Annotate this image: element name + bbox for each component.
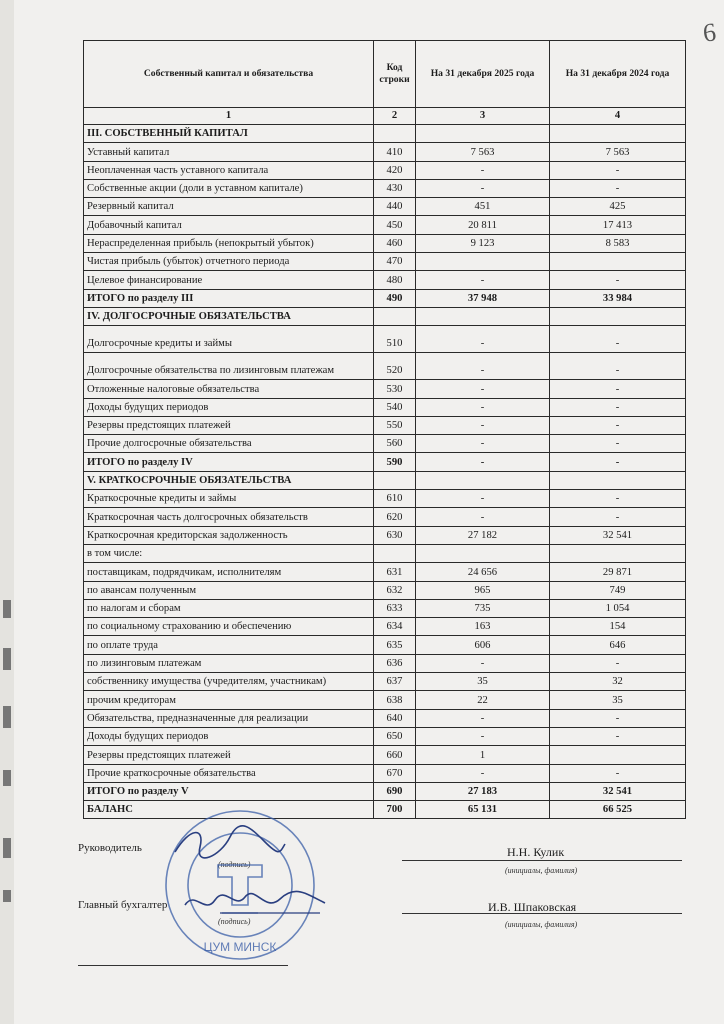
row-value-2025: - (416, 416, 550, 434)
row-code: 635 (374, 636, 416, 654)
table-row (84, 490, 686, 508)
binding-mark (3, 838, 11, 858)
row-value-2024: 1 054 (550, 599, 686, 617)
binding-mark (3, 706, 11, 728)
row-label: IV. ДОЛГОСРОЧНЫЕ ОБЯЗАТЕЛЬСТВА (84, 307, 374, 325)
table-row (84, 307, 686, 325)
table-row (84, 599, 686, 617)
row-value-2025 (416, 544, 550, 562)
row-value-2024 (550, 746, 686, 764)
row-code: 650 (374, 727, 416, 745)
table-row (84, 416, 686, 434)
row-label: Чистая прибыль (убыток) отчетного периода (84, 253, 374, 271)
row-value-2025: 735 (416, 599, 550, 617)
row-value-2025: - (416, 727, 550, 745)
row-value-2024: - (550, 453, 686, 471)
row-value-2025: - (416, 353, 550, 380)
row-value-2024: 425 (550, 198, 686, 216)
row-value-2025: - (416, 764, 550, 782)
row-value-2025: 7 563 (416, 143, 550, 161)
row-code: 630 (374, 526, 416, 544)
row-label: Неоплаченная часть уставного капитала (84, 161, 374, 179)
row-value-2024: 8 583 (550, 234, 686, 252)
table-row (84, 289, 686, 307)
row-value-2024: 17 413 (550, 216, 686, 234)
row-code: 590 (374, 453, 416, 471)
table-row (84, 398, 686, 416)
row-code: 530 (374, 380, 416, 398)
row-value-2024: - (550, 416, 686, 434)
row-value-2025: 27 182 (416, 526, 550, 544)
row-value-2025: 37 948 (416, 289, 550, 307)
balance-table (83, 40, 686, 819)
table-row (84, 380, 686, 398)
accountant-signature-caption: (подпись) (218, 917, 251, 926)
row-value-2024: 32 (550, 673, 686, 691)
row-code: 637 (374, 673, 416, 691)
row-code: 420 (374, 161, 416, 179)
column-number: 1 (84, 108, 374, 125)
row-value-2025: 606 (416, 636, 550, 654)
row-value-2024: - (550, 271, 686, 289)
row-value-2025 (416, 471, 550, 489)
table-body (84, 125, 686, 819)
director-name: Н.Н. Кулик (507, 845, 565, 859)
row-label: Резервы предстоящих платежей (84, 416, 374, 434)
row-code: 634 (374, 618, 416, 636)
table-row (84, 435, 686, 453)
table-row (84, 563, 686, 581)
row-code: 636 (374, 654, 416, 672)
row-label: Долгосрочные обязательства по лизинговым платежам (84, 353, 374, 380)
row-value-2024: 33 984 (550, 289, 686, 307)
row-label: Долгосрочные кредиты и займы (84, 326, 374, 353)
row-label: Краткосрочные кредиты и займы (84, 490, 374, 508)
table-row (84, 216, 686, 234)
row-value-2025: - (416, 435, 550, 453)
table-row (84, 526, 686, 544)
row-code: 620 (374, 508, 416, 526)
row-value-2024: - (550, 654, 686, 672)
row-value-2024: 29 871 (550, 563, 686, 581)
row-value-2025: 965 (416, 581, 550, 599)
table-row (84, 581, 686, 599)
row-code: 470 (374, 253, 416, 271)
row-value-2025: - (416, 709, 550, 727)
table-row (84, 782, 686, 800)
row-value-2024: - (550, 179, 686, 197)
row-value-2024: 35 (550, 691, 686, 709)
row-value-2025: - (416, 490, 550, 508)
row-value-2025: - (416, 508, 550, 526)
row-label: Добавочный капитал (84, 216, 374, 234)
row-code: 660 (374, 746, 416, 764)
row-value-2025: - (416, 271, 550, 289)
row-code: 480 (374, 271, 416, 289)
row-code: 631 (374, 563, 416, 581)
row-code: 540 (374, 398, 416, 416)
column-number: 2 (374, 108, 416, 125)
table-header-row (84, 41, 686, 108)
director-signature (170, 822, 290, 862)
row-code: 490 (374, 289, 416, 307)
table-row (84, 727, 686, 745)
binding-mark (3, 648, 11, 670)
row-value-2024: - (550, 435, 686, 453)
table-row (84, 709, 686, 727)
row-value-2024: 7 563 (550, 143, 686, 161)
row-label: по социальному страхованию и обеспечению (84, 618, 374, 636)
row-value-2024: 646 (550, 636, 686, 654)
row-label: Собственные акции (доли в уставном капитале) (84, 179, 374, 197)
accountant-title: Главный бухгалтер (78, 899, 168, 911)
row-value-2025: - (416, 453, 550, 471)
row-code: 633 (374, 599, 416, 617)
row-code (374, 544, 416, 562)
header-code-column: Код строки (374, 41, 416, 108)
table-row (84, 198, 686, 216)
row-value-2024: - (550, 764, 686, 782)
binding-mark (3, 600, 11, 618)
column-number-row (84, 108, 686, 125)
row-code: 410 (374, 143, 416, 161)
row-label: Резервный капитал (84, 198, 374, 216)
row-value-2024: 32 541 (550, 526, 686, 544)
table-row (84, 746, 686, 764)
row-label: V. КРАТКОСРОЧНЫЕ ОБЯЗАТЕЛЬСТВА (84, 471, 374, 489)
row-code (374, 125, 416, 143)
row-code: 700 (374, 801, 416, 819)
table-row (84, 508, 686, 526)
row-label: Краткосрочная кредиторская задолженность (84, 526, 374, 544)
row-value-2024: 32 541 (550, 782, 686, 800)
row-code: 640 (374, 709, 416, 727)
table-row (84, 471, 686, 489)
row-value-2024 (550, 125, 686, 143)
row-value-2024: 66 525 (550, 801, 686, 819)
row-code: 460 (374, 234, 416, 252)
table-row (84, 654, 686, 672)
table-row (84, 618, 686, 636)
row-label: собственнику имущества (учредителям, участникам) (84, 673, 374, 691)
row-label: Резервы предстоящих платежей (84, 746, 374, 764)
row-value-2024 (550, 471, 686, 489)
row-value-2025: 65 131 (416, 801, 550, 819)
row-code: 550 (374, 416, 416, 434)
row-value-2025: 451 (416, 198, 550, 216)
row-label: Доходы будущих периодов (84, 398, 374, 416)
row-label: в том числе: (84, 544, 374, 562)
header-2025-column: На 31 декабря 2025 года (416, 41, 550, 108)
row-value-2025: - (416, 398, 550, 416)
row-code (374, 307, 416, 325)
column-number: 4 (550, 108, 686, 125)
table-row (84, 636, 686, 654)
row-value-2024: - (550, 353, 686, 380)
table-row (84, 544, 686, 562)
table-row (84, 271, 686, 289)
row-value-2025: 163 (416, 618, 550, 636)
header-label-column: Собственный капитал и обязательства (84, 41, 374, 108)
row-label: ИТОГО по разделу III (84, 289, 374, 307)
accountant-signature (180, 885, 330, 921)
row-label: поставщикам, подрядчикам, исполнителям (84, 563, 374, 581)
row-value-2024: 154 (550, 618, 686, 636)
table-row (84, 453, 686, 471)
row-code: 638 (374, 691, 416, 709)
director-name-line (402, 860, 682, 861)
row-value-2024: - (550, 490, 686, 508)
row-value-2025: - (416, 161, 550, 179)
row-value-2025: 1 (416, 746, 550, 764)
row-label: Прочие краткосрочные обязательства (84, 764, 374, 782)
row-code: 670 (374, 764, 416, 782)
row-label: прочим кредиторам (84, 691, 374, 709)
director-signature-caption: (подпись) (218, 860, 251, 869)
row-value-2024: - (550, 508, 686, 526)
row-label: Целевое финансирование (84, 271, 374, 289)
row-value-2025: - (416, 326, 550, 353)
row-value-2024: - (550, 727, 686, 745)
table-row (84, 179, 686, 197)
table-row (84, 326, 686, 353)
row-code: 510 (374, 326, 416, 353)
table-row (84, 234, 686, 252)
row-label: III. СОБСТВЕННЫЙ КАПИТАЛ (84, 125, 374, 143)
row-label: Нераспределенная прибыль (непокрытый убыток) (84, 234, 374, 252)
table-row (84, 125, 686, 143)
row-value-2024 (550, 307, 686, 325)
row-value-2024: 749 (550, 581, 686, 599)
table-row (84, 253, 686, 271)
row-code: 560 (374, 435, 416, 453)
accountant-name: И.В. Шпаковская (488, 900, 577, 914)
row-label: Доходы будущих периодов (84, 727, 374, 745)
table-row (84, 691, 686, 709)
row-code: 450 (374, 216, 416, 234)
page-number: 6 (701, 17, 718, 48)
table-row (84, 764, 686, 782)
row-value-2024: - (550, 398, 686, 416)
row-label: Отложенные налоговые обязательства (84, 380, 374, 398)
column-number: 3 (416, 108, 550, 125)
row-value-2025 (416, 253, 550, 271)
row-label: по лизинговым платежам (84, 654, 374, 672)
row-value-2025: 20 811 (416, 216, 550, 234)
row-value-2025: 35 (416, 673, 550, 691)
row-code: 632 (374, 581, 416, 599)
row-value-2025 (416, 307, 550, 325)
row-value-2025: - (416, 380, 550, 398)
table-row (84, 353, 686, 380)
row-label: Краткосрочная часть долгосрочных обязательств (84, 508, 374, 526)
table-row (84, 161, 686, 179)
row-label: Прочие долгосрочные обязательства (84, 435, 374, 453)
row-code (374, 471, 416, 489)
row-value-2024 (550, 544, 686, 562)
row-code: 690 (374, 782, 416, 800)
row-value-2025: 24 656 (416, 563, 550, 581)
row-value-2025: 27 183 (416, 782, 550, 800)
row-value-2024 (550, 253, 686, 271)
row-label: по налогам и сборам (84, 599, 374, 617)
row-label: Обязательства, предназначенные для реализации (84, 709, 374, 727)
row-code: 610 (374, 490, 416, 508)
row-value-2025: - (416, 654, 550, 672)
header-2024-column: На 31 декабря 2024 года (550, 41, 686, 108)
row-label: Уставный капитал (84, 143, 374, 161)
binding-mark (3, 890, 11, 902)
row-value-2024: - (550, 709, 686, 727)
bottom-line (78, 965, 288, 966)
accountant-name-caption: (инициалы, фамилия) (505, 920, 578, 929)
director-name-caption: (инициалы, фамилия) (505, 866, 578, 875)
binding-mark (3, 770, 11, 786)
scan-edge (0, 0, 14, 1024)
row-label: по авансам полученным (84, 581, 374, 599)
row-code: 440 (374, 198, 416, 216)
row-value-2025: 9 123 (416, 234, 550, 252)
row-value-2025: - (416, 179, 550, 197)
row-value-2024: - (550, 380, 686, 398)
stamp-text: ЦУМ МИНСК (203, 940, 277, 954)
row-label: БАЛАНС (84, 801, 374, 819)
director-title: Руководитель (78, 842, 142, 854)
row-value-2024: - (550, 326, 686, 353)
row-code: 520 (374, 353, 416, 380)
row-value-2025: 22 (416, 691, 550, 709)
row-value-2025 (416, 125, 550, 143)
row-code: 430 (374, 179, 416, 197)
row-label: ИТОГО по разделу IV (84, 453, 374, 471)
row-value-2024: - (550, 161, 686, 179)
table-row (84, 673, 686, 691)
row-label: ИТОГО по разделу V (84, 782, 374, 800)
table-row (84, 143, 686, 161)
row-label: по оплате труда (84, 636, 374, 654)
